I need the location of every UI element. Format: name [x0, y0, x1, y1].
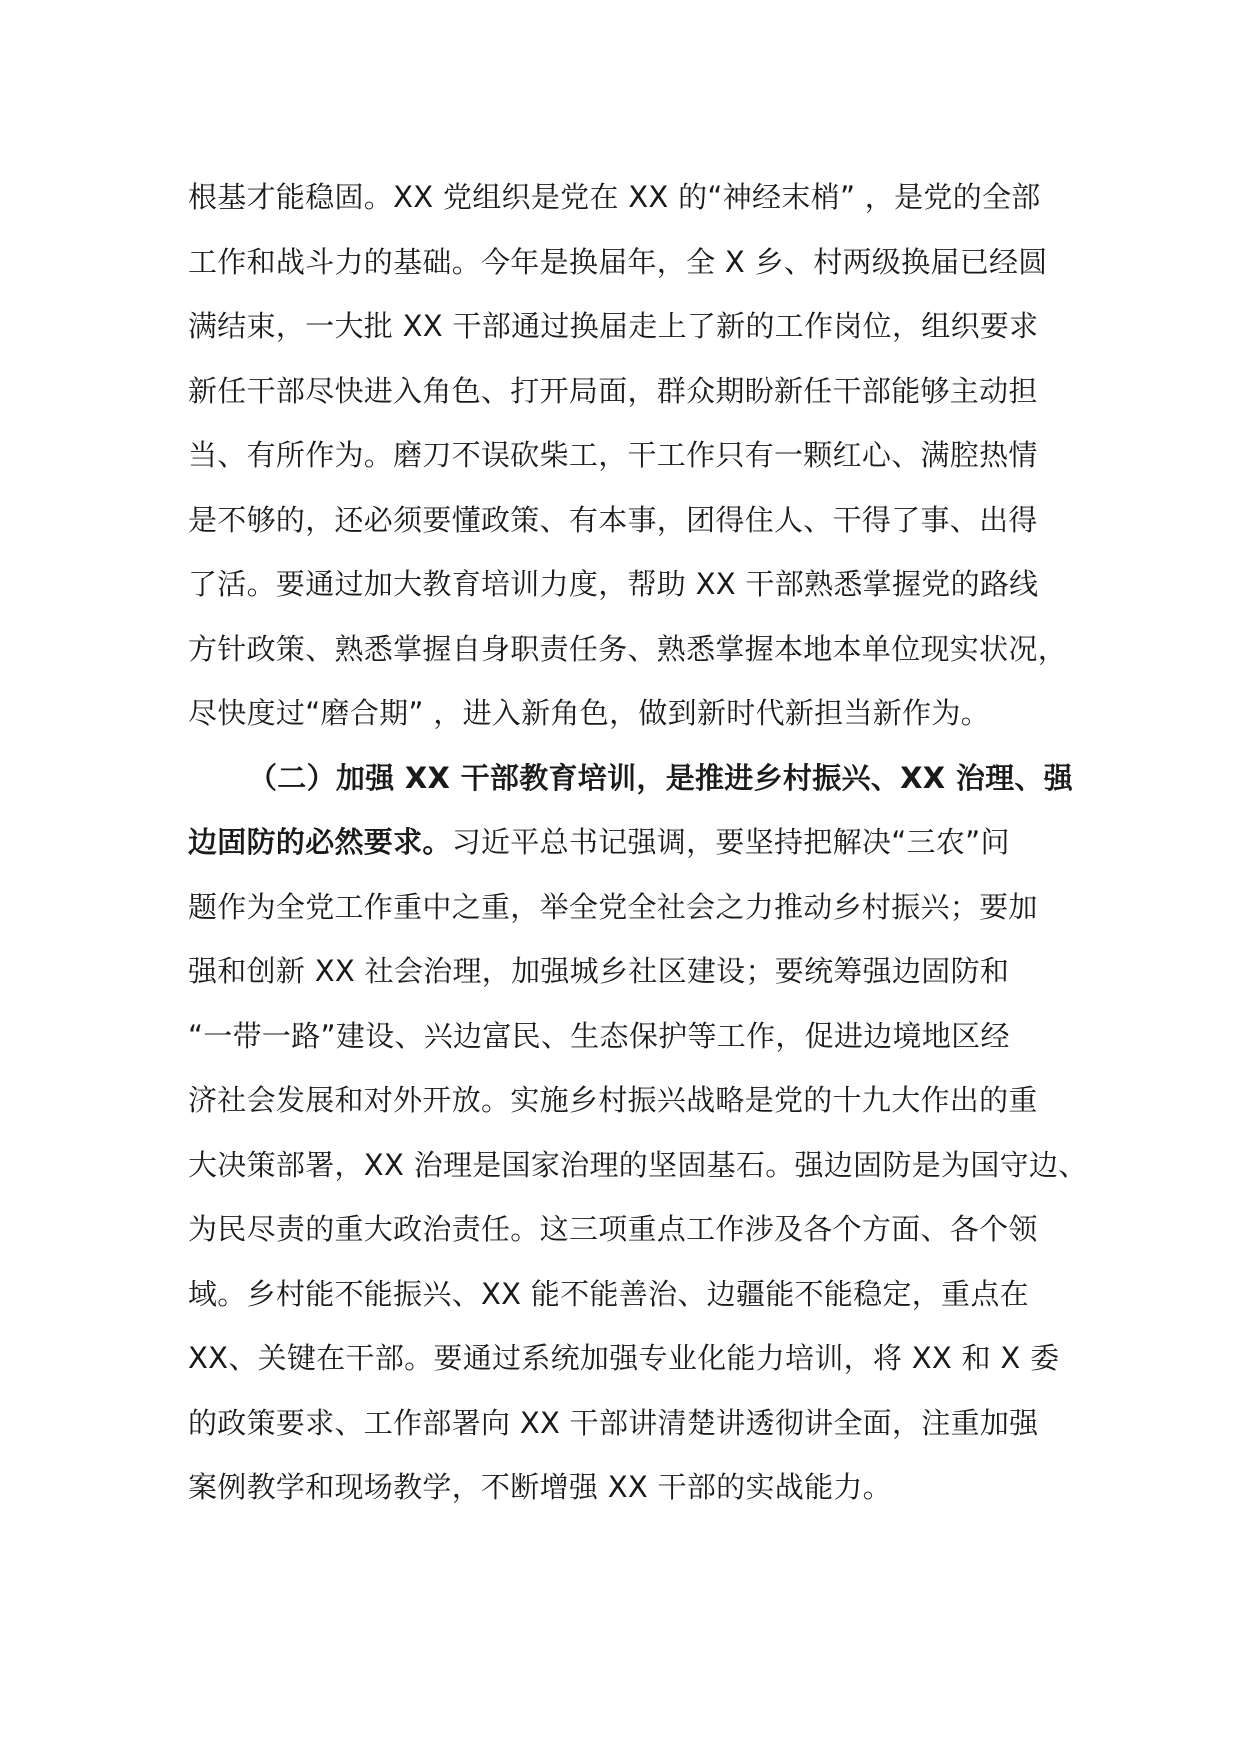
text-run: 习近平总书记强调，要坚持把解决“三农”问 [451, 825, 1010, 859]
text-line: 尽快度过“磨合期” ，进入新角色，做到新时代新担当新作为。 [188, 696, 990, 730]
section-heading: （二）加强 XX 干部教育培训，是推进乡村振兴、XX 治理、强 [248, 760, 1074, 795]
text-line: “一带一路”建设、兴边富民、生态保护等工作，促进边境地区经 [188, 1018, 1010, 1053]
text-line: 根基才能稳固。XX 党组织是党在 XX 的“神经末梢” ，是党的全部 [188, 180, 1041, 214]
text-line: XX、关键在干部。要通过系统加强专业化能力培训，将 XX 和 X 委 [188, 1341, 1060, 1375]
text-line: 了活。要通过加大教育培训力度，帮助 XX 干部熟悉掌握党的路线 [188, 567, 1039, 601]
text-line: 满结束，一大批 XX 干部通过换届走上了新的工作岗位，组织要求 [188, 309, 1039, 343]
text-line: 域。乡村能不能振兴、XX 能不能善治、边疆能不能稳定，重点在 [188, 1276, 1029, 1311]
text-line: 新任干部尽快进入角色、打开局面，群众期盼新任干部能够主动担 [188, 373, 1038, 408]
text-line: 强和创新 XX 社会治理，加强城乡社区建设；要统筹强边固防和 [188, 954, 1010, 988]
section-heading-end: 边固防的必然要求。 [188, 825, 452, 859]
paragraph [188, 746, 1088, 1520]
text-line [188, 810, 1068, 875]
text-line: 是不够的，还必须要懂政策、有本事，团得住人、干得了事、出得 [188, 502, 1038, 537]
text-line: 题作为全党工作重中之重，举全党全社会之力推动乡村振兴；要加 [188, 889, 1038, 924]
text-line: 济社会发展和对外开放。实施乡村振兴战略是党的十九大作出的重 [188, 1083, 1038, 1117]
paragraph [188, 165, 1068, 746]
text-line: 案例教学和现场教学，不断增强 XX 干部的实战能力。 [188, 1470, 892, 1504]
text-line: 的政策要求、工作部署向 XX 干部讲清楚讲透彻讲全面，注重加强 [188, 1405, 1039, 1440]
text-line: 大决策部署，XX 治理是国家治理的坚固基石。强边固防是为国守边、 [188, 1147, 1088, 1182]
document-body [188, 165, 1088, 1520]
text-line: 当、有所作为。磨刀不误砍柴工，干工作只有一颗红心、满腔热情 [188, 438, 1038, 472]
text-line: 为民尽责的重大政治责任。这三项重点工作涉及各个方面、各个领 [188, 1212, 1038, 1246]
text-line: 方针政策、熟悉掌握自身职责任务、熟悉掌握本地本单位现实状况， [188, 631, 1068, 666]
text-line: 工作和战斗力的基础。今年是换届年，全 X 乡、村两级换届已经圆 [188, 244, 1048, 279]
